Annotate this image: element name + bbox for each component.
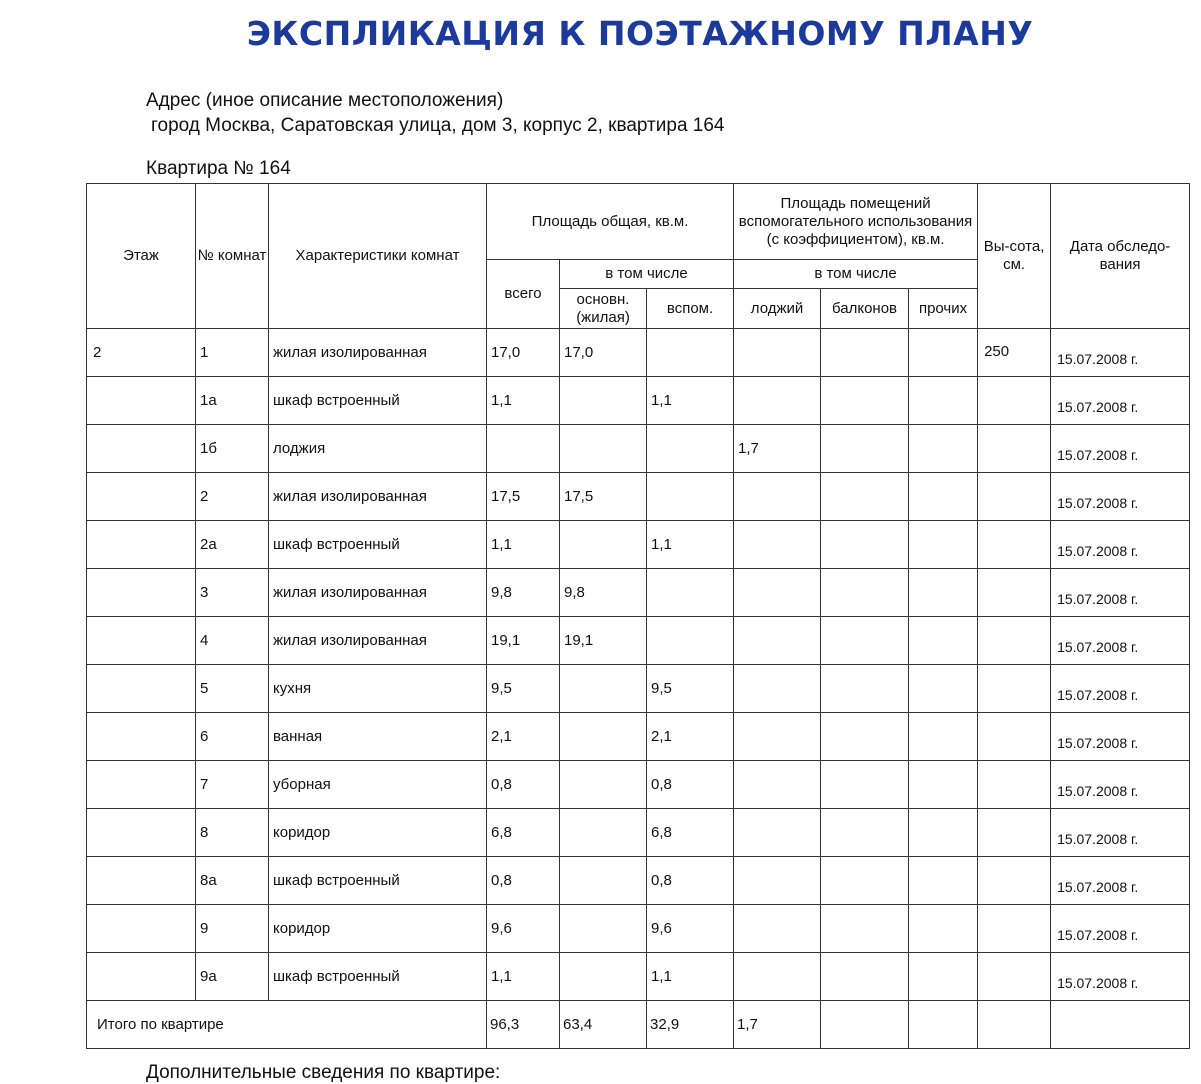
- cell-total-area-text: 0,8: [491, 872, 512, 889]
- cell-survey-date: [1051, 857, 1190, 905]
- cell-main-area: [560, 761, 647, 809]
- cell-aux-area: [647, 329, 734, 377]
- cell-balcony-area: [821, 377, 909, 425]
- cell-characteristics-text: коридор: [273, 920, 331, 937]
- cell-survey-date: [1051, 809, 1190, 857]
- table-total-row: [87, 1001, 1190, 1049]
- cell-main-area-text: 19,1: [564, 632, 594, 649]
- total-aux-sum-text: 32,9: [650, 1016, 680, 1033]
- cell-loggia-area: [734, 569, 821, 617]
- cell-room-no-text: 6: [200, 728, 209, 745]
- cell-characteristics: [269, 953, 487, 1001]
- apartment-label: Квартира № 164: [146, 158, 291, 179]
- cell-floor: [87, 665, 196, 713]
- cell-main-area: [560, 377, 647, 425]
- cell-loggia-area: [734, 617, 821, 665]
- cell-aux-area-text: 0,8: [651, 776, 672, 793]
- cell-aux-area: [647, 377, 734, 425]
- cell-aux-area: [647, 665, 734, 713]
- cell-survey-date-text: 15.07.2008 г.: [1057, 495, 1139, 511]
- cell-characteristics: [269, 809, 487, 857]
- cell-loggia-area-text: 1,7: [738, 440, 759, 457]
- cell-room-no: [196, 425, 269, 473]
- cell-loggia-area: [734, 425, 821, 473]
- cell-total-area-text: 19,1: [491, 632, 521, 649]
- cell-aux-area: [647, 521, 734, 569]
- cell-floor-text: 2: [93, 344, 102, 361]
- cell-survey-date-text: 15.07.2008 г.: [1057, 879, 1139, 895]
- cell-characteristics-text: жилая изолированная: [273, 584, 427, 601]
- cell-height: [978, 809, 1051, 857]
- cell-room-no: [196, 473, 269, 521]
- cell-survey-date: [1051, 713, 1190, 761]
- cell-loggia-area: [734, 473, 821, 521]
- cell-balcony-area: [821, 809, 909, 857]
- cell-height: [978, 329, 1051, 377]
- cell-characteristics: [269, 713, 487, 761]
- cell-survey-date: [1051, 569, 1190, 617]
- cell-main-area: [560, 617, 647, 665]
- table-row: [87, 761, 1190, 809]
- cell-height: [978, 377, 1051, 425]
- cell-main-area: [560, 809, 647, 857]
- cell-survey-date-text: 15.07.2008 г.: [1057, 351, 1139, 367]
- cell-other-area: [909, 713, 978, 761]
- table-row: [87, 905, 1190, 953]
- cell-main-area: [560, 329, 647, 377]
- cell-total-area: [487, 905, 560, 953]
- cell-other-area: [909, 329, 978, 377]
- cell-aux-area: [647, 569, 734, 617]
- cell-room-no: [196, 521, 269, 569]
- cell-survey-date: [1051, 329, 1190, 377]
- cell-room-no-text: 8: [200, 824, 209, 841]
- cell-height: [978, 521, 1051, 569]
- cell-balcony-area: [821, 905, 909, 953]
- cell-height-text: 250: [984, 343, 1010, 360]
- cell-loggia-area: [734, 761, 821, 809]
- cell-total-area: [487, 617, 560, 665]
- cell-characteristics-text: жилая изолированная: [273, 344, 427, 361]
- cell-floor: [87, 713, 196, 761]
- cell-total-area: [487, 425, 560, 473]
- cell-height: [978, 569, 1051, 617]
- cell-other-area: [909, 809, 978, 857]
- cell-floor: [87, 857, 196, 905]
- cell-total-area: [487, 761, 560, 809]
- cell-total-area-text: 1,1: [491, 968, 512, 985]
- cell-balcony-area: [821, 665, 909, 713]
- cell-room-no: [196, 953, 269, 1001]
- cell-aux-area: [647, 905, 734, 953]
- cell-room-no: [196, 857, 269, 905]
- header-including: в том числе: [560, 260, 734, 289]
- header-other: прочих: [909, 289, 978, 329]
- cell-height: [978, 617, 1051, 665]
- cell-main-area: [560, 425, 647, 473]
- cell-room-no-text: 9: [200, 920, 209, 937]
- document-title: ЭКСПЛИКАЦИЯ К ПОЭТАЖНОМУ ПЛАНУ: [246, 14, 1034, 53]
- cell-room-no-text: 1: [200, 344, 209, 361]
- cell-characteristics: [269, 473, 487, 521]
- cell-floor: [87, 953, 196, 1001]
- cell-loggia-area: [734, 857, 821, 905]
- cell-loggia-area: [734, 665, 821, 713]
- cell-characteristics-text: уборная: [273, 776, 331, 793]
- cell-survey-date-text: 15.07.2008 г.: [1057, 831, 1139, 847]
- cell-balcony-area: [821, 857, 909, 905]
- cell-survey-date: [1051, 953, 1190, 1001]
- cell-total-area-text: 6,8: [491, 824, 512, 841]
- cell-height: [978, 713, 1051, 761]
- cell-characteristics: [269, 377, 487, 425]
- table-row: [87, 473, 1190, 521]
- cell-room-no-text: 8а: [200, 872, 217, 889]
- cell-main-area: [560, 713, 647, 761]
- cell-balcony-area: [821, 473, 909, 521]
- cell-room-no: [196, 377, 269, 425]
- cell-total-area-text: 2,1: [491, 728, 512, 745]
- cell-room-no-text: 4: [200, 632, 209, 649]
- cell-loggia-area: [734, 905, 821, 953]
- cell-total-area: [487, 953, 560, 1001]
- cell-room-no: [196, 713, 269, 761]
- cell-floor: [87, 905, 196, 953]
- cell-balcony-area: [821, 425, 909, 473]
- total-area-sum: [487, 1001, 560, 1049]
- cell-main-area: [560, 953, 647, 1001]
- cell-total-area-text: 1,1: [491, 392, 512, 409]
- cell-balcony-area: [821, 761, 909, 809]
- cell-total-area-text: 1,1: [491, 536, 512, 553]
- cell-balcony-area: [821, 617, 909, 665]
- cell-room-no-text: 2а: [200, 536, 217, 553]
- cell-total-area: [487, 569, 560, 617]
- cell-other-area: [909, 857, 978, 905]
- cell-aux-area-text: 0,8: [651, 872, 672, 889]
- cell-room-no: [196, 329, 269, 377]
- cell-main-area: [560, 857, 647, 905]
- cell-survey-date-text: 15.07.2008 г.: [1057, 639, 1139, 655]
- cell-height: [978, 857, 1051, 905]
- cell-loggia-area: [734, 713, 821, 761]
- cell-other-area: [909, 377, 978, 425]
- cell-room-no-text: 1а: [200, 392, 217, 409]
- cell-other-area: [909, 473, 978, 521]
- cell-characteristics-text: шкаф встроенный: [273, 392, 400, 409]
- total-label: [87, 1001, 487, 1049]
- header-aux: вспом.: [647, 289, 734, 329]
- cell-survey-date: [1051, 377, 1190, 425]
- cell-balcony-area: [821, 713, 909, 761]
- total-other-sum: [909, 1001, 978, 1049]
- cell-main-area-text: 9,8: [564, 584, 585, 601]
- cell-other-area: [909, 425, 978, 473]
- cell-total-area-text: 9,6: [491, 920, 512, 937]
- cell-aux-area-text: 1,1: [651, 536, 672, 553]
- cell-characteristics: [269, 665, 487, 713]
- total-date: [1051, 1001, 1190, 1049]
- cell-survey-date-text: 15.07.2008 г.: [1057, 591, 1139, 607]
- header-balconies: балконов: [821, 289, 909, 329]
- cell-characteristics: [269, 521, 487, 569]
- cell-characteristics-text: кухня: [273, 680, 312, 697]
- cell-room-no-text: 7: [200, 776, 209, 793]
- header-floor: Этаж: [87, 184, 196, 329]
- cell-room-no-text: 5: [200, 680, 209, 697]
- table-row: [87, 953, 1190, 1001]
- cell-survey-date: [1051, 425, 1190, 473]
- cell-main-area: [560, 665, 647, 713]
- table-row: [87, 377, 1190, 425]
- cell-other-area: [909, 617, 978, 665]
- cell-survey-date: [1051, 521, 1190, 569]
- table-body: [87, 329, 1190, 1049]
- cell-aux-area: [647, 857, 734, 905]
- cell-floor: [87, 329, 196, 377]
- explication-table: [86, 183, 1190, 1049]
- cell-height: [978, 665, 1051, 713]
- cell-characteristics-text: шкаф встроенный: [273, 536, 400, 553]
- table-row: [87, 857, 1190, 905]
- cell-main-area-text: 17,5: [564, 488, 594, 505]
- cell-main-area: [560, 905, 647, 953]
- cell-loggia-area: [734, 809, 821, 857]
- cell-total-area: [487, 857, 560, 905]
- cell-total-area: [487, 329, 560, 377]
- total-main-sum-text: 63,4: [563, 1016, 593, 1033]
- cell-other-area: [909, 665, 978, 713]
- total-loggia-sum-text: 1,7: [737, 1016, 758, 1033]
- total-main-sum: [560, 1001, 647, 1049]
- cell-loggia-area: [734, 521, 821, 569]
- cell-total-area-text: 9,8: [491, 584, 512, 601]
- additional-info: Дополнительные сведения по квартире:: [146, 1062, 501, 1083]
- cell-total-area-text: 17,5: [491, 488, 521, 505]
- cell-total-area-text: 0,8: [491, 776, 512, 793]
- cell-room-no: [196, 761, 269, 809]
- total-aux-sum: [647, 1001, 734, 1049]
- cell-survey-date-text: 15.07.2008 г.: [1057, 447, 1139, 463]
- cell-room-no-text: 9а: [200, 968, 217, 985]
- cell-total-area: [487, 473, 560, 521]
- cell-floor: [87, 521, 196, 569]
- cell-balcony-area: [821, 329, 909, 377]
- cell-floor: [87, 617, 196, 665]
- cell-balcony-area: [821, 521, 909, 569]
- cell-aux-area: [647, 617, 734, 665]
- table-row: [87, 809, 1190, 857]
- cell-other-area: [909, 761, 978, 809]
- cell-characteristics: [269, 857, 487, 905]
- table-row: [87, 713, 1190, 761]
- cell-characteristics-text: жилая изолированная: [273, 632, 427, 649]
- cell-height: [978, 953, 1051, 1001]
- cell-characteristics: [269, 905, 487, 953]
- cell-aux-area-text: 9,6: [651, 920, 672, 937]
- header-aux-rooms-area: Площадь помещений вспомогательного использования (с коэффициентом), кв.м.: [734, 184, 978, 260]
- cell-floor: [87, 377, 196, 425]
- cell-aux-area: [647, 425, 734, 473]
- cell-total-area-text: 17,0: [491, 344, 521, 361]
- cell-other-area: [909, 569, 978, 617]
- cell-room-no: [196, 665, 269, 713]
- cell-survey-date-text: 15.07.2008 г.: [1057, 975, 1139, 991]
- total-loggia-sum: [734, 1001, 821, 1049]
- cell-characteristics: [269, 569, 487, 617]
- cell-survey-date-text: 15.07.2008 г.: [1057, 543, 1139, 559]
- cell-room-no-text: 3: [200, 584, 209, 601]
- cell-survey-date-text: 15.07.2008 г.: [1057, 783, 1139, 799]
- header-survey-date: Дата обследо-вания: [1051, 184, 1190, 329]
- header-characteristics: Характеристики комнат: [269, 184, 487, 329]
- cell-characteristics-text: лоджия: [273, 440, 326, 457]
- table-row: [87, 665, 1190, 713]
- cell-total-area: [487, 521, 560, 569]
- cell-balcony-area: [821, 569, 909, 617]
- cell-main-area: [560, 473, 647, 521]
- cell-survey-date: [1051, 617, 1190, 665]
- cell-total-area: [487, 809, 560, 857]
- cell-total-area-text: 9,5: [491, 680, 512, 697]
- table-row: [87, 617, 1190, 665]
- cell-total-area: [487, 665, 560, 713]
- cell-height: [978, 761, 1051, 809]
- cell-aux-area: [647, 473, 734, 521]
- cell-aux-area-text: 1,1: [651, 968, 672, 985]
- header-main: основн. (жилая): [560, 289, 647, 329]
- header-loggias: лоджий: [734, 289, 821, 329]
- cell-aux-area-text: 1,1: [651, 392, 672, 409]
- cell-main-area: [560, 521, 647, 569]
- total-label-text: Итого по квартире: [97, 1016, 224, 1033]
- cell-floor: [87, 761, 196, 809]
- cell-height: [978, 473, 1051, 521]
- cell-loggia-area: [734, 329, 821, 377]
- table-row: [87, 425, 1190, 473]
- address-label: Адрес (иное описание местоположения): [146, 90, 504, 111]
- cell-characteristics: [269, 329, 487, 377]
- cell-survey-date: [1051, 473, 1190, 521]
- cell-balcony-area: [821, 953, 909, 1001]
- cell-total-area: [487, 377, 560, 425]
- header-all: всего: [487, 260, 560, 329]
- cell-room-no-text: 2: [200, 488, 209, 505]
- cell-aux-area: [647, 713, 734, 761]
- total-area-sum-text: 96,3: [490, 1016, 520, 1033]
- header-height: Вы-сота, см.: [978, 184, 1051, 329]
- cell-aux-area: [647, 953, 734, 1001]
- cell-loggia-area: [734, 953, 821, 1001]
- cell-characteristics: [269, 761, 487, 809]
- cell-survey-date-text: 15.07.2008 г.: [1057, 927, 1139, 943]
- cell-floor: [87, 425, 196, 473]
- cell-room-no: [196, 809, 269, 857]
- cell-aux-area-text: 2,1: [651, 728, 672, 745]
- cell-height: [978, 905, 1051, 953]
- header-including-aux: в том числе: [734, 260, 978, 289]
- cell-survey-date: [1051, 761, 1190, 809]
- cell-characteristics: [269, 425, 487, 473]
- cell-characteristics: [269, 617, 487, 665]
- cell-floor: [87, 473, 196, 521]
- cell-survey-date: [1051, 905, 1190, 953]
- cell-main-area-text: 17,0: [564, 344, 594, 361]
- cell-aux-area: [647, 761, 734, 809]
- table-row: [87, 329, 1190, 377]
- table-row: [87, 521, 1190, 569]
- cell-survey-date: [1051, 665, 1190, 713]
- header-room-no: № комнат: [196, 184, 269, 329]
- cell-main-area: [560, 569, 647, 617]
- cell-characteristics-text: жилая изолированная: [273, 488, 427, 505]
- address-value: город Москва, Саратовская улица, дом 3, корпус 2, квартира 164: [151, 115, 725, 136]
- cell-other-area: [909, 953, 978, 1001]
- cell-characteristics-text: шкаф встроенный: [273, 968, 400, 985]
- cell-other-area: [909, 521, 978, 569]
- cell-floor: [87, 809, 196, 857]
- cell-other-area: [909, 905, 978, 953]
- total-height: [978, 1001, 1051, 1049]
- cell-room-no: [196, 905, 269, 953]
- cell-characteristics-text: коридор: [273, 824, 331, 841]
- cell-total-area: [487, 713, 560, 761]
- cell-survey-date-text: 15.07.2008 г.: [1057, 735, 1139, 751]
- table-row: [87, 569, 1190, 617]
- cell-characteristics-text: шкаф встроенный: [273, 872, 400, 889]
- cell-room-no-text: 1б: [200, 440, 217, 457]
- total-balcony-sum: [821, 1001, 909, 1049]
- cell-loggia-area: [734, 377, 821, 425]
- cell-floor: [87, 569, 196, 617]
- cell-aux-area: [647, 809, 734, 857]
- cell-characteristics-text: ванная: [273, 728, 323, 745]
- cell-aux-area-text: 9,5: [651, 680, 672, 697]
- cell-room-no: [196, 617, 269, 665]
- cell-survey-date-text: 15.07.2008 г.: [1057, 687, 1139, 703]
- header-total-area: Площадь общая, кв.м.: [487, 184, 734, 260]
- cell-aux-area-text: 6,8: [651, 824, 672, 841]
- cell-room-no: [196, 569, 269, 617]
- cell-height: [978, 425, 1051, 473]
- cell-survey-date-text: 15.07.2008 г.: [1057, 399, 1139, 415]
